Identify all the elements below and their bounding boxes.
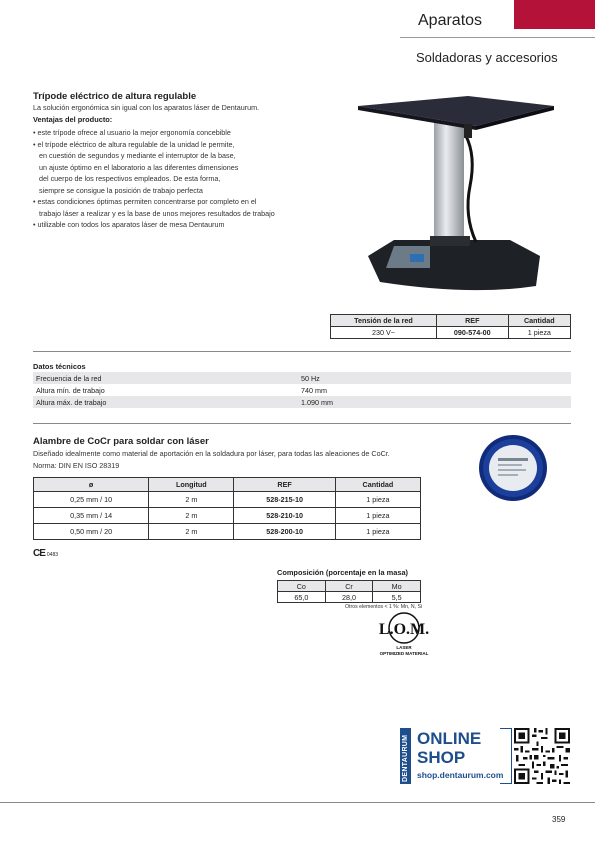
- voltage-cell: 230 V~: [331, 327, 437, 339]
- quantity-cell: 1 pieza: [335, 492, 420, 508]
- table-header-row: [34, 478, 421, 492]
- column-header: Longitud: [149, 478, 234, 492]
- advantages-heading: Ventajas del producto:: [33, 115, 113, 124]
- table-row: [34, 492, 421, 508]
- page-section-title: Aparatos: [418, 12, 483, 29]
- header-divider: [400, 37, 595, 38]
- tripod-title: Trípode eléctrico de altura regulable: [33, 91, 197, 102]
- column-header: REF: [234, 478, 335, 492]
- element-value: 28,0: [325, 592, 373, 603]
- ref-cell: 528-215-10: [234, 492, 335, 508]
- wire-norm: Norma: DIN EN ISO 28319: [33, 461, 120, 470]
- bullet-item: siempre se consigue la posición de trabajo perfecta: [39, 185, 203, 195]
- table-row: [34, 524, 421, 540]
- length-cell: 2 m: [149, 524, 234, 540]
- composition-table: [277, 580, 421, 603]
- quantity-cell: 1 pieza: [335, 524, 420, 540]
- spec-label: Altura mín. de trabajo: [36, 385, 105, 395]
- wire-order-table: [33, 477, 421, 540]
- table-row: [278, 592, 421, 603]
- qr-code-icon[interactable]: [514, 728, 570, 784]
- ce-number: 0483: [46, 552, 59, 558]
- bullet-item: en cuestión de segundos y mediante el interruptor de la base,: [39, 151, 236, 160]
- spec-label: Frecuencia de la red: [33, 372, 298, 384]
- bullet-item: del cuerpo de los respectivos empleados. De esta forma,: [39, 174, 221, 183]
- column-header: Cantidad: [508, 315, 570, 327]
- shop-line2: SHOP: [417, 748, 466, 767]
- column-header: ø: [34, 478, 149, 492]
- tripod-product-image: [350, 96, 558, 296]
- table-row: [34, 508, 421, 524]
- spec-value: 1.090 mm: [298, 396, 571, 408]
- composition-title: Composición (porcentaje en la masa): [277, 568, 409, 577]
- bullet-item: • el trípode eléctrico de altura regulable de la unidad le permite,: [33, 139, 235, 149]
- tech-data-table: [33, 372, 571, 408]
- spec-label: Altura máx. de trabajo: [33, 396, 298, 408]
- shop-bracket: [500, 728, 512, 784]
- composition-note: Otros elementos < 1 %: Mn, N, Si: [345, 604, 423, 610]
- element-value: 5,5: [373, 592, 421, 603]
- page-number: 359: [552, 815, 566, 824]
- element-header: Cr: [325, 581, 373, 592]
- bullet-item: • utilizable con todos los aparatos láser de mesa Dentaurum: [33, 220, 225, 229]
- ref-cell: 528-210-10: [234, 508, 335, 524]
- table-row: [33, 372, 571, 384]
- lom-letters: L.O.M.: [378, 621, 430, 638]
- bullet-item: un ajuste óptimo en el laboratorio a las diferentes dimensiones: [39, 162, 239, 172]
- ce-mark: [33, 548, 58, 559]
- lom-line1: LASER: [396, 645, 412, 650]
- lom-line2: OPTIMIZED MATERIAL: [379, 651, 429, 656]
- column-header: Cantidad: [335, 478, 420, 492]
- bullet-item: trabajo láser a realizar y es la base de unos mejores resultados de trabajo: [39, 208, 275, 218]
- length-cell: 2 m: [149, 508, 234, 524]
- element-header: Mo: [373, 581, 421, 592]
- length-cell: 2 m: [149, 492, 234, 508]
- quantity-cell: 1 pieza: [508, 327, 570, 339]
- footer-divider: [0, 802, 595, 803]
- lom-logo: [368, 612, 440, 658]
- brand-name: DENTAURUM: [402, 734, 409, 782]
- column-header: REF: [436, 315, 508, 327]
- ce-symbol: CE: [33, 548, 45, 559]
- table-row: [33, 384, 571, 396]
- diameter-cell: 0,35 mm / 14: [34, 508, 149, 524]
- tripod-order-table: [330, 314, 571, 339]
- element-header: Co: [278, 581, 326, 592]
- advantages-list: [33, 127, 333, 231]
- bullet-item: • estas condiciones óptimas permiten concentrarse por completo en el: [33, 197, 257, 206]
- shop-line1: ONLINE: [417, 729, 482, 748]
- table-header-row: [331, 315, 571, 327]
- quantity-cell: 1 pieza: [335, 508, 420, 524]
- diameter-cell: 0,25 mm / 10: [34, 492, 149, 508]
- element-value: 65,0: [278, 592, 326, 603]
- section-color-tab: [514, 0, 595, 29]
- table-row: [331, 327, 571, 339]
- tech-data-title: Datos técnicos: [33, 362, 86, 371]
- section-divider: [33, 351, 571, 352]
- diameter-cell: 0,50 mm / 20: [34, 524, 149, 540]
- wire-title: Alambre de CoCr para soldar con láser: [33, 436, 209, 447]
- wire-spool-image: [478, 434, 548, 502]
- ref-cell: 528-200-10: [234, 524, 335, 540]
- spec-value: 740 mm: [301, 385, 327, 395]
- bullet-item: • este trípode ofrece al usuario la mejor ergonomía concebible: [33, 128, 231, 137]
- page-subtitle: Soldadoras y accesorios: [416, 50, 558, 65]
- ref-cell: 090-574-00: [436, 327, 508, 339]
- table-row: [33, 396, 571, 408]
- wire-description: Diseñado idealmente como material de aportación en la soldadura por láser, para todas las aleaciones de CoCr.: [33, 449, 390, 458]
- tripod-description: La solución ergonómica sin igual con los aparatos láser de Dentaurum.: [33, 103, 260, 112]
- table-header-row: [278, 581, 421, 592]
- shop-url-link[interactable]: shop.dentaurum.com: [417, 770, 504, 780]
- spec-value: 50 Hz: [298, 372, 571, 384]
- section-divider: [33, 423, 571, 424]
- column-header: Tensión de la red: [331, 315, 437, 327]
